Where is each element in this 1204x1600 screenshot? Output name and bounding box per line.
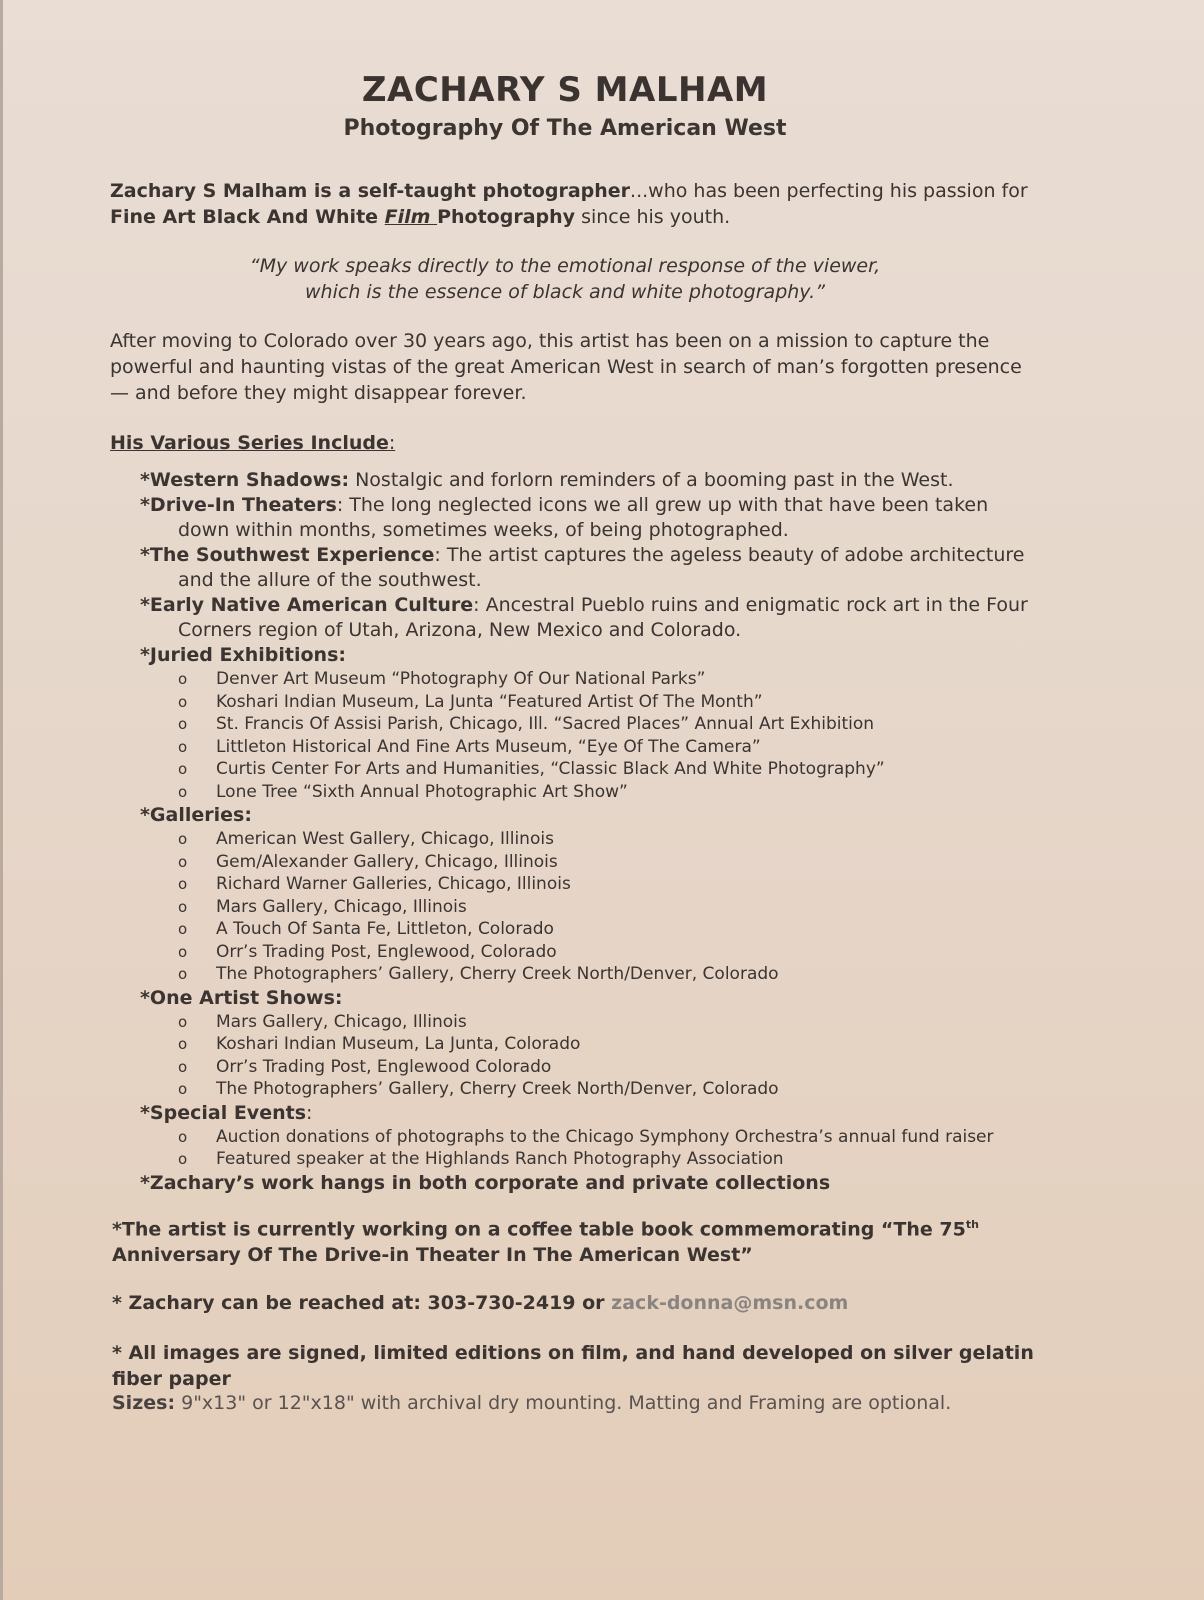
list-item: o Richard Warner Galleries, Chicago, Illinois bbox=[140, 873, 1040, 896]
special-events-list bbox=[140, 1126, 1040, 1171]
list-item: o Mars Gallery, Chicago, Illinois bbox=[140, 1011, 1040, 1034]
intro-bold-1: Zachary S Malham is a self-taught photographer bbox=[110, 180, 631, 202]
list-item: o Auction donations of photographs to the Chicago Symphony Orchestra’s annual fund raiser bbox=[140, 1126, 1040, 1149]
collections-line: *Zachary’s work hangs in both corporate and private collections bbox=[140, 1171, 831, 1194]
series-heading: His Various Series Include: bbox=[110, 432, 396, 454]
list-item: o Orr’s Trading Post, Englewood Colorado bbox=[140, 1056, 1040, 1079]
special-events-heading: *Special Events: bbox=[140, 1101, 313, 1124]
book-note: *The artist is currently working on a coffee table book commemorating “The 75th Anniversary Of The Drive-in Theater In The American West” bbox=[112, 1218, 979, 1267]
galleries-list bbox=[140, 828, 1040, 986]
juried-heading: *Juried Exhibitions: bbox=[140, 644, 346, 666]
artist-quote bbox=[110, 253, 1020, 305]
juried-list bbox=[140, 668, 1040, 803]
quote-line-2: which is the essence of black and white photography.” bbox=[305, 281, 825, 303]
list-item: o Curtis Center For Arts and Humanities, “Classic Black And White Photography” bbox=[140, 758, 1040, 781]
one-artist-heading: *One Artist Shows: bbox=[140, 986, 343, 1009]
list-item: o Lone Tree “Sixth Annual Photographic Art Show” bbox=[140, 781, 1040, 804]
email-link[interactable]: zack-donna@msn.com bbox=[611, 1292, 849, 1314]
sizes-line: Sizes: 9"x13" or 12"x18" with archival dry mounting. Matting and Framing are optional. bbox=[112, 1392, 952, 1414]
list-item: o Orr’s Trading Post, Englewood, Colorado bbox=[140, 941, 1040, 964]
one-artist-list bbox=[140, 1011, 1040, 1101]
page-subtitle: Photography Of The American West bbox=[343, 116, 787, 141]
intro-film: Film bbox=[384, 206, 438, 228]
galleries-heading: *Galleries: bbox=[140, 804, 252, 826]
intro-paragraph bbox=[110, 178, 1040, 230]
list-item: o Koshari Indian Museum, La Junta “Featured Artist Of The Month” bbox=[140, 691, 1040, 714]
list-item: o Littleton Historical And Fine Arts Museum, “Eye Of The Camera” bbox=[140, 736, 1040, 759]
page-title: ZACHARY S MALHAM bbox=[361, 70, 769, 110]
editions-note: * All images are signed, limited editions on film, and hand developed on silver gelatin fiber paper bbox=[112, 1342, 1034, 1390]
list-item: o St. Francis Of Assisi Parish, Chicago, Ill. “Sacred Places” Annual Art Exhibition bbox=[140, 713, 1040, 736]
intro-text-2: since his youth. bbox=[575, 206, 731, 228]
series-item: *Drive-In Theaters: The long neglected icons we all grew up with that have been taken down within months, sometimes weeks, of being photographed. bbox=[140, 494, 989, 541]
list-item: o Gem/Alexander Gallery, Chicago, Illinois bbox=[140, 851, 1040, 874]
intro-bold-3: Photography bbox=[437, 206, 576, 228]
series-item: *Western Shadows: Nostalgic and forlorn reminders of a booming past in the West. bbox=[140, 469, 954, 491]
intro-bold-2: Fine Art Black And White bbox=[110, 206, 385, 228]
series-list bbox=[140, 468, 1040, 1196]
list-item: o American West Gallery, Chicago, Illinois bbox=[140, 828, 1040, 851]
series-item: *The Southwest Experience: The artist captures the ageless beauty of adobe architecture and the allure of the southwest. bbox=[140, 544, 1025, 591]
contact-line: * Zachary can be reached at: 303-730-2419 or zack-donna@msn.com bbox=[112, 1292, 849, 1314]
list-item: o Mars Gallery, Chicago, Illinois bbox=[140, 896, 1040, 919]
series-item: *Early Native American Culture: Ancestral Pueblo ruins and enigmatic rock art in the Four Corners region of Utah, Arizona, New Mexico and Colorado. bbox=[140, 594, 1028, 641]
list-item: o Denver Art Museum “Photography Of Our National Parks” bbox=[140, 668, 1040, 691]
quote-line-1: “My work speaks directly to the emotional response of the viewer, bbox=[249, 255, 881, 277]
list-item: o A Touch Of Santa Fe, Littleton, Colorado bbox=[140, 918, 1040, 941]
mission-paragraph: After moving to Colorado over 30 years ago, this artist has been on a mission to capture the powerful and haunting vistas of the great American West in search of man’s forgotten presence — and before they might disappear forever. bbox=[110, 330, 1022, 404]
list-item: o Koshari Indian Museum, La Junta, Colorado bbox=[140, 1033, 1040, 1056]
intro-text-1: ...who has been perfecting his passion for bbox=[630, 180, 1028, 202]
list-item: o The Photographers’ Gallery, Cherry Creek North/Denver, Colorado bbox=[140, 963, 1040, 986]
list-item: o The Photographers’ Gallery, Cherry Creek North/Denver, Colorado bbox=[140, 1078, 1040, 1101]
list-item: o Featured speaker at the Highlands Ranch Photography Association bbox=[140, 1148, 1040, 1171]
